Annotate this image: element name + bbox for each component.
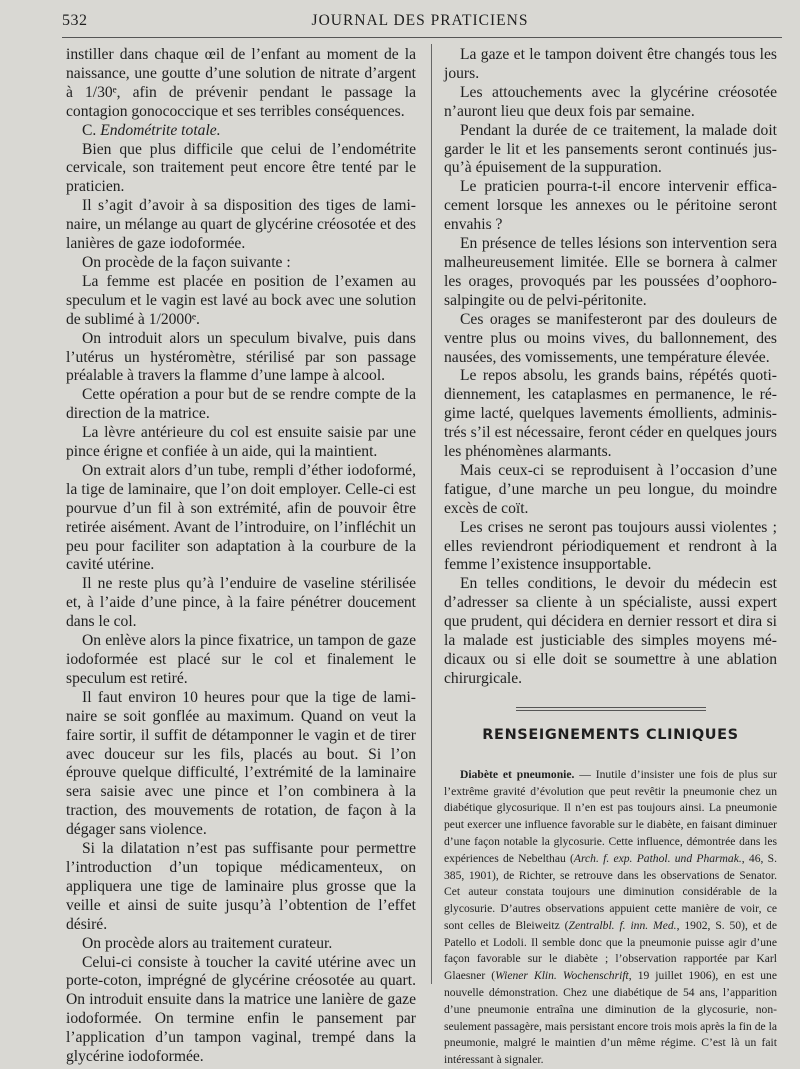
paragraph: La lèvre antérieure du col est ensuite saisie par une pince érigne et confiée à un aide, qui la maintient. — [66, 424, 416, 461]
paragraph: Le praticien pourra-t-il encore intervenir efficacement lorsque les annexes ou le péritoine seront envahis ? — [444, 178, 777, 234]
section-heading: RENSEIGNEMENTS CLINIQUES — [482, 726, 739, 743]
right-column — [444, 46, 777, 1069]
paragraph: En présence de telles lésions son intervention sera malheureusement limitée. Elle se bornera à calmer les orages, provoqués par les poussées d’oophorosalpingite ou de pelvi-péritonite. — [444, 235, 777, 309]
note-lead: Diabète et pneumonie. — [460, 767, 575, 781]
paragraph: Cette opération a pour but de se rendre compte de la direction de la matrice. — [66, 386, 416, 423]
paragraph: Celui-ci consiste à toucher la cavité utérine avec un porte-coton, imprégné de glycérine créosotée au quart. On introduit ensuite dans la matrice une lanière de gaze iodoformée. On termine enfin le pansement par l’application d’un tampon vaginal, trempé dans la glycérine iodoformée. — [66, 953, 416, 1066]
left-column — [66, 46, 416, 1067]
paragraph: On procède alors au traitement curateur. — [82, 934, 333, 952]
paragraph: On procède de la façon suivante : — [82, 253, 291, 271]
section-separator — [516, 707, 706, 711]
paragraph: Il ne reste plus qu’à l’enduire de vaseline stérilisée et, à l’aide d’une pince, à la faire pénétrer doucement dans le col. — [66, 575, 416, 631]
section-subheading — [66, 122, 416, 141]
paragraph: instiller dans chaque œil de l’enfant au moment de la naissance, une goutte d’une solution de nitrate d’argent à 1/30ᵉ, afin de prévenir pendant le passage la contagion gonococcique et ses terribles conséquences. — [66, 46, 416, 120]
paragraph: Mais ceux-ci se reproduisent à l’occasion d’une fatigue, d’une marche un peu longue, du moindre excès de coït. — [444, 461, 777, 517]
paragraph: Les crises ne seront pas toujours aussi violentes ; elles reviendront périodiquement et rendront à la femme l’existence insupportable. — [444, 518, 777, 574]
paragraph: La femme est placée en position de l’examen au speculum et le vagin est lavé au bock avec une solution de sublimé à 1/2000ᵉ. — [66, 272, 416, 328]
note-citation: Wiener Klin. Wochenschrift — [495, 969, 629, 983]
note-citation: Zentralbl. f. inn. Med. — [568, 918, 677, 932]
column-divider — [431, 44, 432, 984]
paragraph: La gaze et le tampon doivent être changés tous les jours. — [444, 46, 777, 82]
page-number: 532 — [62, 12, 88, 29]
paragraph: On enlève alors la pince fixatrice, un tampon de gaze iodoformée est placé sur le col et finalement le speculum est retiré. — [66, 632, 416, 687]
note-text: , 1902, S. 50), et de Patello et Lodoli. Il semble donc que la pneumonie puisse agir d’une façon favorable sur le diabète ; l’observation rapportée par Karl Glaesner ( — [444, 918, 777, 983]
subheading-title: Endométrite totale. — [100, 121, 221, 139]
paragraph: Si la dilatation n’est pas suffisante pour permettre l’introduction d’un topique médicamenteux, on appliquera une tige de laminaire plus grosse que la veille et ainsi de suite jusqu’à l’obtention de l’effet désiré. — [66, 840, 416, 933]
paragraph: Ces orages se manifesteront par des douleurs de ventre plus ou moins vives, du ballonnement, des nausées, des vomissements, une température élevée. — [444, 310, 777, 366]
header-rule — [62, 37, 782, 38]
note-text: , 46, S. 385, 1901), de Richter, se retrouve dans les observations de Senator. Cet auteur constata toujours une diminution considérable de la glycosurie. D’autres observations appuient cette manière de voir, ce sont celles de Bleiweitz ( — [444, 851, 777, 932]
paragraph: Pendant la durée de ce traitement, la malade doit garder le lit et les pansements seront continués jusqu’à épuisement de la suppuration. — [444, 121, 777, 177]
paragraph: Les attouchements avec la glycérine créosotée n’auront lieu que deux fois par semaine. — [444, 83, 777, 120]
paragraph: Le repos absolu, les grands bains, répétés quotidiennement, les cataplasmes en permanence, le régime lacté, quelques lavements émollients, administrés s’il est nécessaire, feront céder en quelques jours les phénomènes alarmants. — [444, 367, 777, 461]
note-text: , 19 juillet 1906), en est une nouvelle démonstration. Chez une diabétique de 54 ans, l’apparition d’une pneumonie entraîna une diminution de la glycosurie, non-seulement passagère, mais persistant encore trois mois après la fin de la pneumonie, malgré le maintien d’un même régime. C’est là un fait intéressant à signaler. — [444, 969, 777, 1067]
paragraph: Bien que plus difficile que celui de l’endométrite cervicale, son traitement peut encore être tenté par le praticien. — [66, 140, 416, 196]
paragraph: On introduit alors un speculum bivalve, puis dans l’utérus un hystéromètre, stérilisé par son passage préalable à travers la flamme d’une lampe à alcool. — [66, 329, 416, 385]
paragraph: Il faut environ 10 heures pour que la tige de laminaire se soit gonflée au maximum. Quand on veut la faire sortir, il suffit de détamponner le vagin et de tirer avec douceur sur les fils, placés au bout. Si l’on éprouve quelque difficulté, l’extrémité de la laminaire sera saisie avec une pince et l’on combinera à la traction, des mouvements de rotation, de façon à la dégager sans violence. — [66, 688, 416, 839]
note-citation: Arch. f. exp. Pathol. und Pharmak. — [573, 851, 742, 865]
page-header — [62, 12, 778, 34]
running-title: JOURNAL DES PRATICIENS — [311, 12, 529, 29]
clinical-note — [444, 767, 777, 1069]
paragraph: On extrait alors d’un tube, rempli d’éther iodoformé, la tige de laminaire, que l’on doit employer. Celle-ci est pourvue d’un fil à son extrémité, afin de pouvoir être retirée aisément. Avant de l’introduire, on l’infléchit un peu pour faciliter son adaptation à la courbure de la cavité utérine. — [66, 461, 416, 574]
subheading-letter: C. — [82, 121, 101, 139]
note-text: — Inutile d’insister une fois de plus sur l’extrême gravité d’évolution que peut revêtir la pneumonie chez un diabétique glycosurique. Il n’en est pas toujours ainsi. La pneumonie peut exercer une influence favorable sur le diabète, en faisant diminuer d’une façon notable la glycosurie. Cette influence, démontrée dans les expériences de Nebelthau ( — [444, 767, 778, 865]
paragraph: En telles conditions, le devoir du médecin est d’adresser sa cliente à un spécialiste, aussi expert que prudent, qui décidera en dernier ressort et dira si la malade est justiciable des simples moyens médicaux ou si elle doit se soumettre à une ablation chirurgicale. — [444, 575, 777, 687]
paragraph: Il s’agit d’avoir à sa disposition des tiges de laminaire, un mélange au quart de glycérine créosotée et des lanières de gaze iodoformée. — [66, 197, 416, 253]
